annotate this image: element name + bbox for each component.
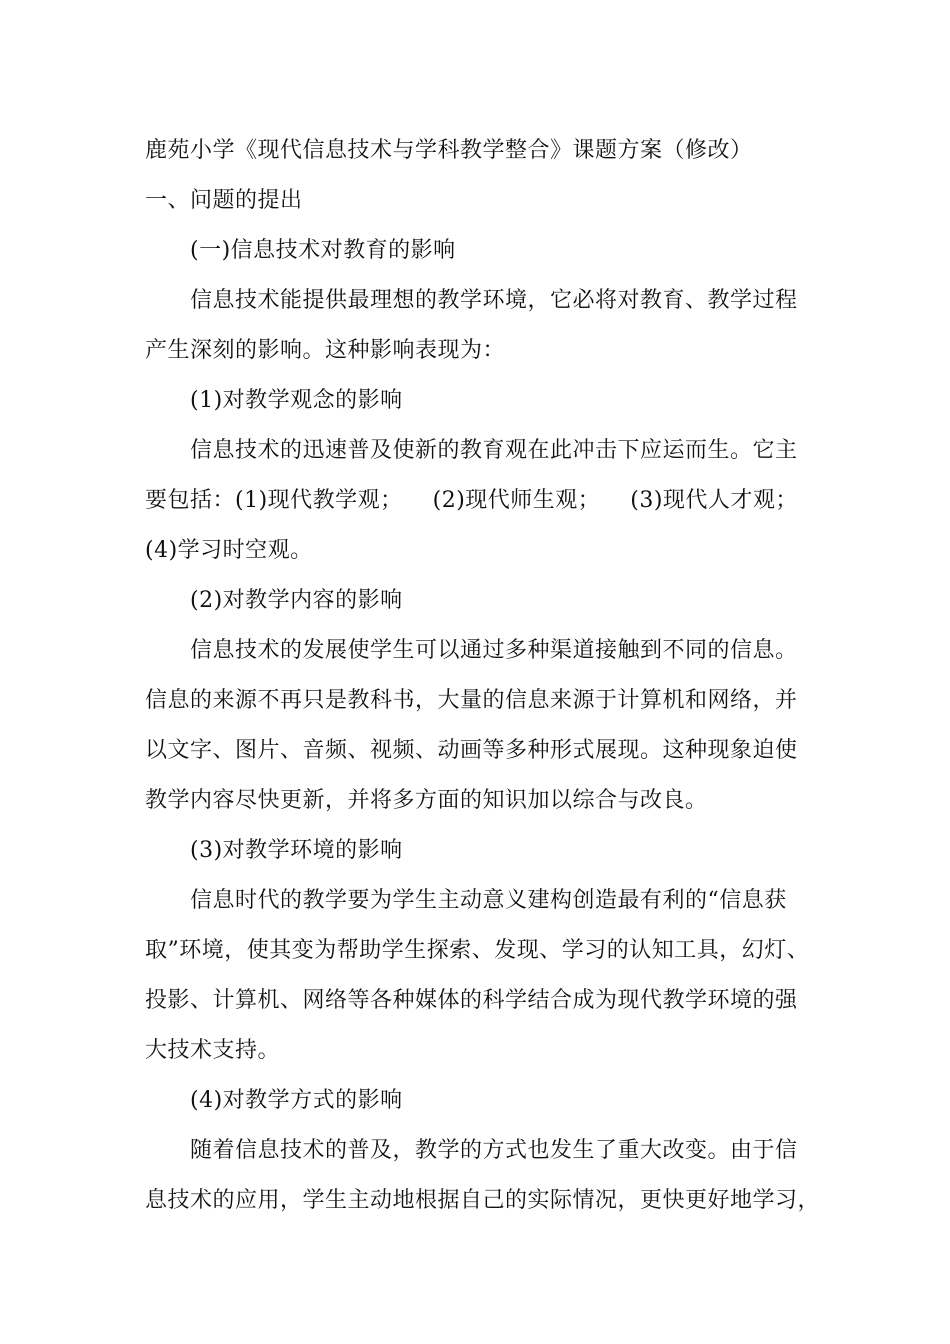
paragraph-line: 大技术支持。 [145, 1038, 281, 1063]
item-heading: (2)对教学内容的影响 [190, 588, 403, 613]
paragraph-line: 信息技术的迅速普及使新的教育观在此冲击下应运而生。它主 [190, 438, 798, 463]
item-heading: (3)对教学环境的影响 [190, 838, 403, 863]
section-heading: 一、问题的提出 [145, 188, 303, 213]
paragraph-line: 以文字、图片、音频、视频、动画等多种形式展现。这种现象迫使 [145, 738, 798, 763]
paragraph-line: 取”环境，使其变为帮助学生探索、发现、学习的认知工具，幻灯、 [145, 938, 810, 963]
paragraph-line: 信息技术的发展使学生可以通过多种渠道接触到不同的信息。 [190, 638, 798, 663]
subsection-heading: (一)信息技术对教育的影响 [190, 238, 456, 263]
paragraph-line: 产生深刻的影响。这种影响表现为： [145, 338, 506, 363]
document-title: 鹿苑小学《现代信息技术与学科教学整合》课题方案（修改） [145, 138, 753, 163]
paragraph-line: 要包括：(1)现代教学观； (2)现代师生观； (3)现代人才观； [145, 488, 798, 513]
paragraph-line: 信息技术能提供最理想的教学环境，它必将对教育、教学过程 [190, 288, 798, 313]
paragraph-line: 息技术的应用，学生主动地根据自己的实际情况，更快更好地学习， [145, 1188, 821, 1213]
item-heading: (4)对教学方式的影响 [190, 1088, 403, 1113]
item-heading: (1)对教学观念的影响 [190, 388, 403, 413]
paragraph-line: (4)学习时空观。 [145, 538, 313, 563]
paragraph-line: 随着信息技术的普及，教学的方式也发生了重大改变。由于信 [190, 1138, 798, 1163]
paragraph-line: 教学内容尽快更新，并将多方面的知识加以综合与改良。 [145, 788, 708, 813]
paragraph-line: 信息时代的教学要为学生主动意义建构创造最有利的“信息获 [190, 888, 787, 913]
paragraph-line: 信息的来源不再只是教科书，大量的信息来源于计算机和网络，并 [145, 688, 798, 713]
paragraph-line: 投影、计算机、网络等各种媒体的科学结合成为现代教学环境的强 [145, 988, 798, 1013]
